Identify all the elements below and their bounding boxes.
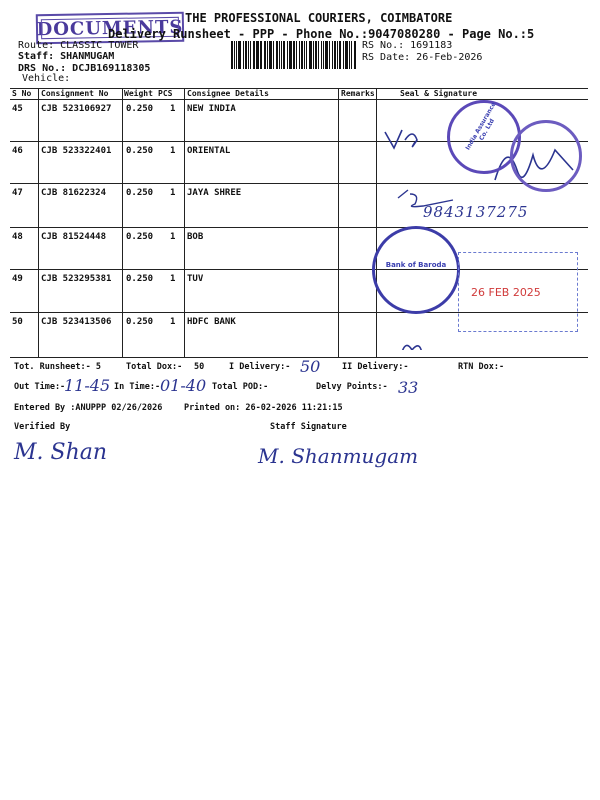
cell-consignee: BOB: [187, 232, 204, 242]
col-header-remarks: Remarks: [341, 89, 375, 98]
barcode-bar: [273, 41, 274, 69]
barcode-bar: [332, 41, 333, 69]
verified-signature: M. Shan: [14, 440, 108, 465]
cell-weight: 0.250: [126, 104, 154, 114]
barcode-bar: [313, 41, 314, 69]
barcode-bar: [283, 41, 285, 69]
barcode-bar: [323, 41, 324, 69]
barcode-bar: [261, 41, 262, 69]
col-header-consignee: Consignee Details: [187, 89, 269, 98]
table-header-rule: [10, 99, 588, 100]
barcode-bar: [329, 41, 330, 69]
cell-pcs: 1: [170, 232, 176, 242]
barcode-bar: [260, 41, 261, 69]
barcode-bar: [287, 41, 288, 69]
cell-pcs: 1: [170, 188, 176, 198]
cell-pcs: 1: [170, 146, 176, 156]
barcode-bar: [256, 41, 259, 69]
company-name: THE PROFESSIONAL COURIERS, COIMBATORE: [185, 11, 453, 25]
cell-consignment: CJB 523322401: [41, 146, 112, 156]
barcode-bar: [236, 41, 237, 69]
drs-number: DRS No.: DCJB169118305: [18, 63, 151, 74]
cell-pcs: 1: [170, 317, 176, 327]
barcode-bar: [337, 41, 338, 69]
signature-row50: [402, 345, 422, 350]
barcode-bar: [334, 41, 336, 69]
barcode-bar: [345, 41, 348, 69]
cell-consignee: ORIENTAL: [187, 146, 231, 156]
cell-sno: 50: [12, 317, 23, 327]
barcode-bar: [245, 41, 247, 69]
cell-sno: 46: [12, 146, 23, 156]
delvy-points-value: 33: [398, 378, 419, 397]
cell-consignment: CJB 81622324: [41, 188, 107, 198]
delvy-points-label: Delvy Points:-: [316, 382, 388, 392]
cell-consignee: JAYA SHREE: [187, 188, 242, 198]
barcode-bar: [321, 41, 322, 69]
barcode-bar: [306, 41, 307, 69]
col-divider: [38, 88, 39, 358]
col-header-pcs: PCS: [158, 89, 173, 98]
barcode-bar: [325, 41, 328, 69]
rtn-dox-label: RTN Dox:-: [458, 362, 505, 372]
barcode-bar: [339, 41, 341, 69]
cell-weight: 0.250: [126, 274, 154, 284]
col-divider: [376, 88, 377, 358]
tot-runsheet: Tot. Runsheet:- 5: [14, 362, 101, 372]
date-stamp: [458, 252, 578, 332]
barcode-bar: [267, 41, 268, 69]
second-round-stamp: [510, 120, 582, 192]
barcode-bar: [264, 41, 266, 69]
barcode-bar: [315, 41, 317, 69]
i-delivery-label: I Delivery:-: [229, 362, 291, 372]
staff: Staff: SHANMUGAM: [18, 51, 115, 62]
col-divider: [338, 88, 339, 358]
barcode-bar: [343, 41, 344, 69]
barcode-bar: [304, 41, 305, 69]
barcode-bar: [293, 41, 295, 69]
staff-signature-label: Staff Signature: [270, 422, 347, 432]
col-header-consignment: Consignment No: [41, 89, 109, 98]
total-pod-label: Total POD:-: [212, 382, 269, 392]
barcode-bar: [318, 41, 320, 69]
date-stamp-date: 26 FEB 2025: [471, 286, 541, 299]
cell-consignee: HDFC BANK: [187, 317, 236, 327]
barcode-bar: [289, 41, 292, 69]
barcode-bar: [299, 41, 300, 69]
india-assurance-text: India Assurance Co. Ltd: [464, 101, 498, 152]
total-dox-value: 50: [194, 362, 205, 372]
bank-stamp: [372, 226, 460, 314]
cell-consignment: CJB 523106927: [41, 104, 112, 114]
in-time-label: In Time:-: [114, 382, 161, 392]
barcode-bar: [301, 41, 303, 69]
barcode-bar: [276, 41, 278, 69]
barcode-bar: [279, 41, 280, 69]
barcode-bar: [234, 41, 235, 69]
barcode-bar: [349, 41, 350, 69]
printed-on: Printed on: 26-02-2026 11:21:15: [184, 403, 343, 413]
signature-row47: [398, 190, 453, 207]
cell-consignee: TUV: [187, 274, 204, 284]
col-divider: [184, 88, 185, 358]
cell-pcs: 1: [170, 104, 176, 114]
barcode-bar: [250, 41, 251, 69]
handwritten-phone: 9843137275: [423, 203, 529, 221]
cell-consignment: CJB 523295381: [41, 274, 112, 284]
cell-weight: 0.250: [126, 232, 154, 242]
barcode-bar: [309, 41, 312, 69]
barcode-bar: [354, 41, 356, 69]
verified-by-label: Verified By: [14, 422, 71, 432]
cell-consignment: CJB 81524448: [41, 232, 107, 242]
cell-sno: 49: [12, 274, 23, 284]
barcode-bar: [231, 41, 233, 69]
cell-weight: 0.250: [126, 188, 154, 198]
barcode-bar: [296, 41, 297, 69]
col-header-weight: Weight: [124, 89, 153, 98]
cell-consignment: CJB 523413506: [41, 317, 112, 327]
ii-delivery-label: II Delivery:-: [342, 362, 409, 372]
barcode-bar: [238, 41, 241, 69]
barcode-bar: [248, 41, 249, 69]
cell-sno: 45: [12, 104, 23, 114]
out-time-value: 11-45: [64, 376, 111, 395]
cell-weight: 0.250: [126, 146, 154, 156]
documents-stamp-text: DOCUMENTS: [36, 16, 184, 40]
route: Route: CLASSIC TOWER: [18, 40, 139, 51]
barcode-bar: [281, 41, 282, 69]
in-time-value: 01-40: [160, 376, 207, 395]
rs-number: RS No.: 1691183: [362, 40, 453, 51]
table-bottom-rule: [10, 357, 588, 358]
rs-date: RS Date: 26-Feb-2026: [362, 52, 483, 63]
cell-sno: 48: [12, 232, 23, 242]
staff-signature: M. Shanmugam: [258, 444, 419, 468]
out-time-label: Out Time:-: [14, 382, 66, 392]
cell-sno: 47: [12, 188, 23, 198]
barcode-bar: [269, 41, 272, 69]
cell-consignee: NEW INDIA: [187, 104, 236, 114]
barcode-bar: [253, 41, 255, 69]
i-delivery-value: 50: [300, 357, 321, 376]
barcode-bar: [243, 41, 244, 69]
entered-by: Entered By :ANUPPP 02/26/2026: [14, 403, 163, 413]
barcode: [231, 41, 357, 69]
runsheet-title: Delivery Runsheet - PPP - Phone No.:9047080280 - Page No.:5: [108, 27, 535, 41]
signature-row45: [385, 130, 417, 148]
col-header-sno: S No: [12, 89, 32, 98]
cell-weight: 0.250: [126, 317, 154, 327]
col-divider: [122, 88, 123, 358]
cell-pcs: 1: [170, 274, 176, 284]
col-header-seal: Seal & Signature: [400, 89, 478, 98]
barcode-bar: [351, 41, 352, 69]
vehicle: Vehicle:: [22, 73, 71, 84]
total-dox-label: Total Dox:-: [126, 362, 183, 372]
bank-stamp-text: Bank of Baroda: [385, 261, 447, 269]
